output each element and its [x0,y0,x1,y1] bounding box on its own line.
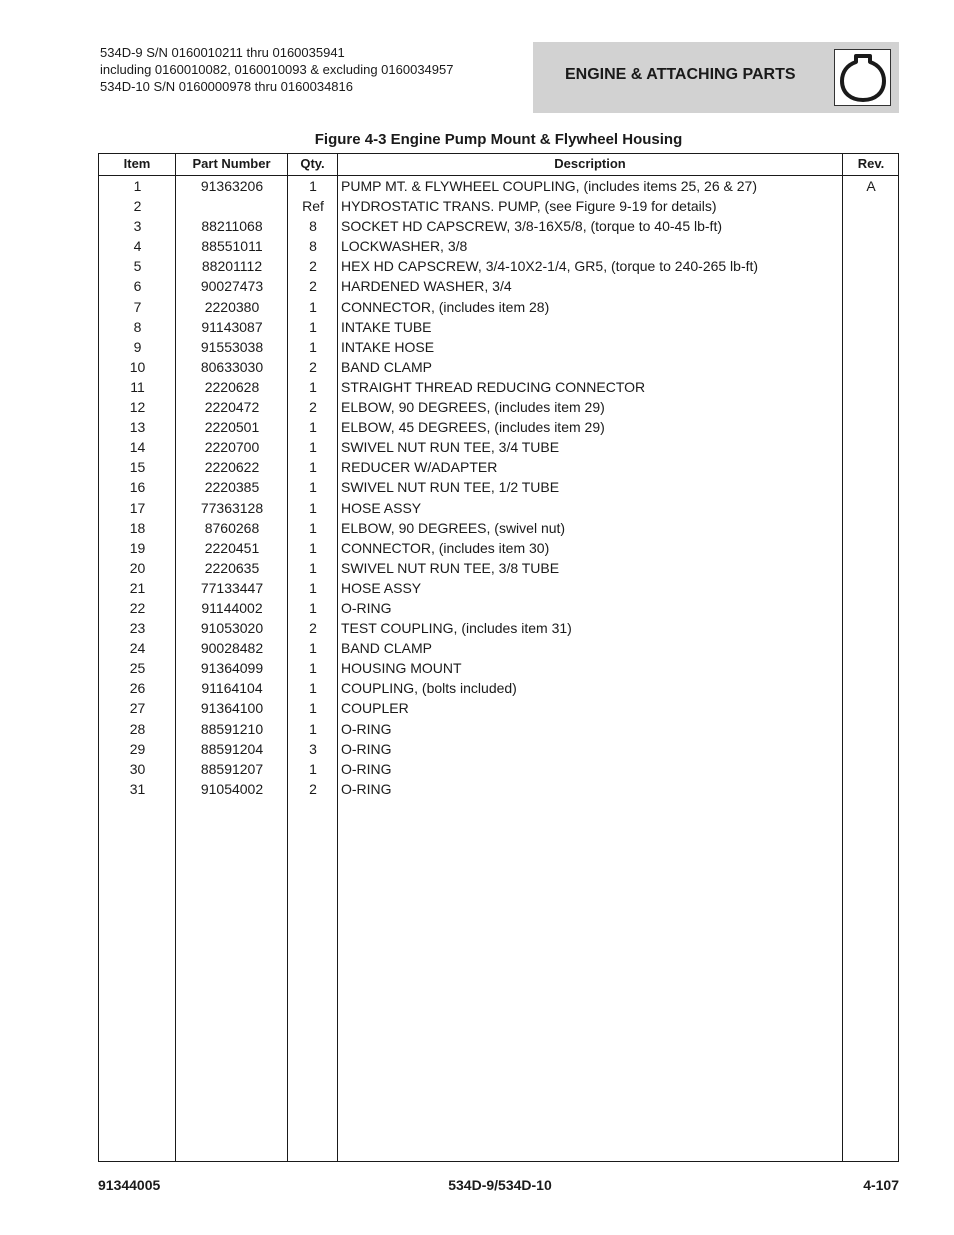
table-row [99,397,898,417]
part-number-cell: 91144002 [201,599,263,616]
table-row [99,518,898,538]
table-row [99,658,898,678]
qty-cell: 1 [309,680,317,697]
description-cell: O-RING [341,780,392,797]
qty-cell: 1 [309,439,317,456]
item-cell: 4 [133,238,142,255]
part-number-cell: 91364099 [200,660,264,677]
item-cell: 2 [133,198,142,215]
serial-info [100,44,453,95]
serial-line: 534D-9 S/N 0160010211 thru 0160035941 [100,45,345,60]
description-cell: HOSE ASSY [341,499,422,516]
table-row [99,216,898,236]
description-cell: HOSE ASSY [341,579,422,596]
table-row [99,698,898,718]
part-number-cell: 2220622 [204,459,260,476]
item-cell: 7 [133,298,142,315]
item-cell: 30 [129,760,146,777]
description-cell: HYDROSTATIC TRANS. PUMP, (see Figure 9-19 for details) [341,198,717,215]
qty-cell: 1 [309,700,317,717]
item-cell: 1 [133,178,142,194]
part-number-cell: 2220635 [204,559,260,576]
description-cell: O-RING [341,760,392,777]
part-number-cell: 2220700 [204,439,260,456]
item-cell: 18 [129,519,146,536]
table-row [99,236,898,256]
part-number-cell: 91553038 [200,338,264,355]
description-cell: ELBOW, 45 DEGREES, (includes item 29) [341,419,605,436]
table-row [99,337,898,357]
part-number-cell: 91364100 [200,700,264,717]
qty-cell: 1 [309,579,317,596]
item-cell: 5 [133,258,142,275]
item-cell: 31 [129,780,146,797]
item-cell: 29 [129,740,146,757]
qty-cell: 3 [309,740,317,757]
description-cell: INTAKE HOSE [341,338,435,355]
description-cell: INTAKE TUBE [341,318,432,335]
table-row [99,598,898,618]
description-cell: CONNECTOR, (includes item 28) [341,298,550,315]
description-cell: HEX HD CAPSCREW, 3/4-10X2-1/4, GR5, (torque to 240-265 lb-ft) [341,258,759,275]
table-row [99,256,898,276]
part-number-cell: 88211068 [201,218,263,235]
part-number-cell: 91054002 [200,780,264,797]
part-number-cell: 91053020 [200,620,264,637]
table-row [99,739,898,759]
description-cell: ELBOW, 90 DEGREES, (includes item 29) [341,399,605,416]
header-rev: Rev. [857,156,885,171]
description-cell: ELBOW, 90 DEGREES, (swivel nut) [341,519,566,536]
item-cell: 28 [129,720,146,737]
part-number-cell: 90028482 [200,640,264,657]
qty-cell: 2 [309,620,317,637]
description-cell: HOUSING MOUNT [341,660,462,677]
serial-line: 534D-10 S/N 0160000978 thru 0160034816 [100,79,353,94]
qty-cell: 1 [309,760,317,777]
qty-cell: 2 [309,780,317,797]
header-qty: Qty. [300,156,325,171]
part-number-cell: 2220628 [204,378,260,395]
item-cell: 12 [129,399,146,416]
qty-cell: 1 [309,419,317,436]
part-number-cell: 2220451 [204,539,260,556]
figure-title: Figure 4-3 Engine Pump Mount & Flywheel Housing [314,131,683,148]
item-cell: 21 [129,579,146,596]
item-cell: 22 [129,599,146,616]
description-cell: TEST COUPLING, (includes item 31) [341,620,572,637]
table-row [99,417,898,437]
item-cell: 17 [129,499,146,516]
item-cell: 20 [129,559,146,576]
description-cell: SWIVEL NUT RUN TEE, 1/2 TUBE [341,479,560,496]
table-row [99,176,898,196]
part-number-cell: 2220501 [204,419,260,436]
table-row [99,196,898,216]
footer-doc-number: 91344005 [98,1177,161,1193]
qty-cell: 1 [309,720,317,737]
description-cell: BAND CLAMP [341,640,433,657]
item-cell: 11 [130,378,145,395]
part-number-cell: 77363128 [200,499,264,516]
item-cell: 23 [129,620,146,637]
part-number-cell: 80633030 [200,358,264,375]
description-cell: COUPLER [341,700,409,717]
description-cell: SWIVEL NUT RUN TEE, 3/4 TUBE [341,439,560,456]
description-cell: CONNECTOR, (includes item 30) [341,539,550,556]
item-cell: 6 [133,278,142,295]
table-row [99,779,898,799]
qty-cell: 1 [309,539,317,556]
section-icon-box [834,49,891,106]
qty-cell: 1 [309,378,317,395]
qty-cell: 1 [309,479,317,496]
qty-cell: 1 [309,519,317,536]
part-number-cell: 2220385 [204,479,260,496]
table-row [99,457,898,477]
description-cell: SOCKET HD CAPSCREW, 3/8-16X5/8, (torque to 40-45 lb-ft) [341,218,723,235]
item-cell: 13 [129,419,146,436]
item-cell: 24 [129,640,146,657]
table-row [99,377,898,397]
qty-cell: 2 [309,278,317,295]
qty-cell: 2 [309,258,317,275]
qty-cell: 1 [309,298,317,315]
item-cell: 16 [129,479,146,496]
qty-cell: 1 [309,640,317,657]
part-number-cell: 2220472 [204,399,260,416]
qty-cell: Ref [302,198,324,215]
item-cell: 15 [129,459,146,476]
part-number-cell: 77133447 [200,579,264,596]
table-row [99,498,898,518]
description-cell: BAND CLAMP [341,358,433,375]
header-item: Item [123,156,151,171]
part-number-cell: 88551011 [201,238,263,255]
table-row [99,297,898,317]
item-cell: 26 [129,680,146,697]
description-cell: O-RING [341,720,392,737]
item-cell: 3 [133,218,142,235]
item-cell: 19 [129,539,146,556]
parts-table [98,153,899,1162]
rev-cell: A [866,178,876,194]
table-row [99,276,898,296]
table-body [99,176,898,799]
qty-cell: 1 [309,559,317,576]
description-cell: O-RING [341,599,392,616]
part-number-cell: 90027473 [200,278,264,295]
table-row [99,317,898,337]
serial-line: including 0160010082, 0160010093 & excluding 0160034957 [100,62,454,77]
part-number-cell: 88591204 [200,740,264,757]
qty-cell: 2 [309,358,317,375]
description-cell: O-RING [341,740,392,757]
description-cell: SWIVEL NUT RUN TEE, 3/8 TUBE [341,559,560,576]
table-row [99,678,898,698]
item-cell: 9 [133,338,142,355]
part-number-cell: 2220380 [204,298,260,315]
qty-cell: 2 [309,399,317,416]
table-row [99,477,898,497]
table-row [99,719,898,739]
table-row [99,638,898,658]
part-number-cell: 8760268 [204,519,260,536]
table-row [99,558,898,578]
part-number-cell: 91143087 [201,318,263,335]
header-description: Description [554,156,626,171]
qty-cell: 8 [309,218,317,235]
item-cell: 10 [129,358,146,375]
table-row [99,437,898,457]
qty-cell: 8 [309,238,317,255]
qty-cell: 1 [309,499,317,516]
description-cell: PUMP MT. & FLYWHEEL COUPLING, (includes items 25, 26 & 27) [341,178,757,194]
header-part-number: Part Number [192,156,271,171]
item-cell: 14 [129,439,146,456]
description-cell: LOCKWASHER, 3/8 [341,238,468,255]
part-number-cell: 91164104 [201,680,263,697]
part-number-cell: 88591210 [200,720,264,737]
section-title: ENGINE & ATTACHING PARTS [565,66,796,83]
table-row [99,357,898,377]
qty-cell: 1 [309,459,317,476]
part-number-cell: 88201112 [201,258,263,275]
description-cell: HARDENED WASHER, 3/4 [341,278,512,295]
item-cell: 8 [133,318,142,335]
qty-cell: 1 [309,318,317,335]
table-row [99,538,898,558]
description-cell: STRAIGHT THREAD REDUCING CONNECTOR [341,378,646,395]
engine-outline-icon [839,53,887,103]
footer-model: 534D-9/534D-10 [448,1177,552,1193]
description-cell: COUPLING, (bolts included) [341,680,517,697]
qty-cell: 1 [309,178,317,194]
part-number-cell: 88591207 [200,760,264,777]
qty-cell: 1 [309,338,317,355]
description-cell: REDUCER W/ADAPTER [341,459,498,476]
table-row [99,618,898,638]
item-cell: 27 [129,700,146,717]
qty-cell: 1 [309,599,317,616]
table-row [99,578,898,598]
part-number-cell: 91363206 [200,178,264,194]
qty-cell: 1 [309,660,317,677]
table-row [99,759,898,779]
section-header [533,42,899,113]
footer-page-number: 4-107 [863,1177,899,1193]
item-cell: 25 [129,660,146,677]
